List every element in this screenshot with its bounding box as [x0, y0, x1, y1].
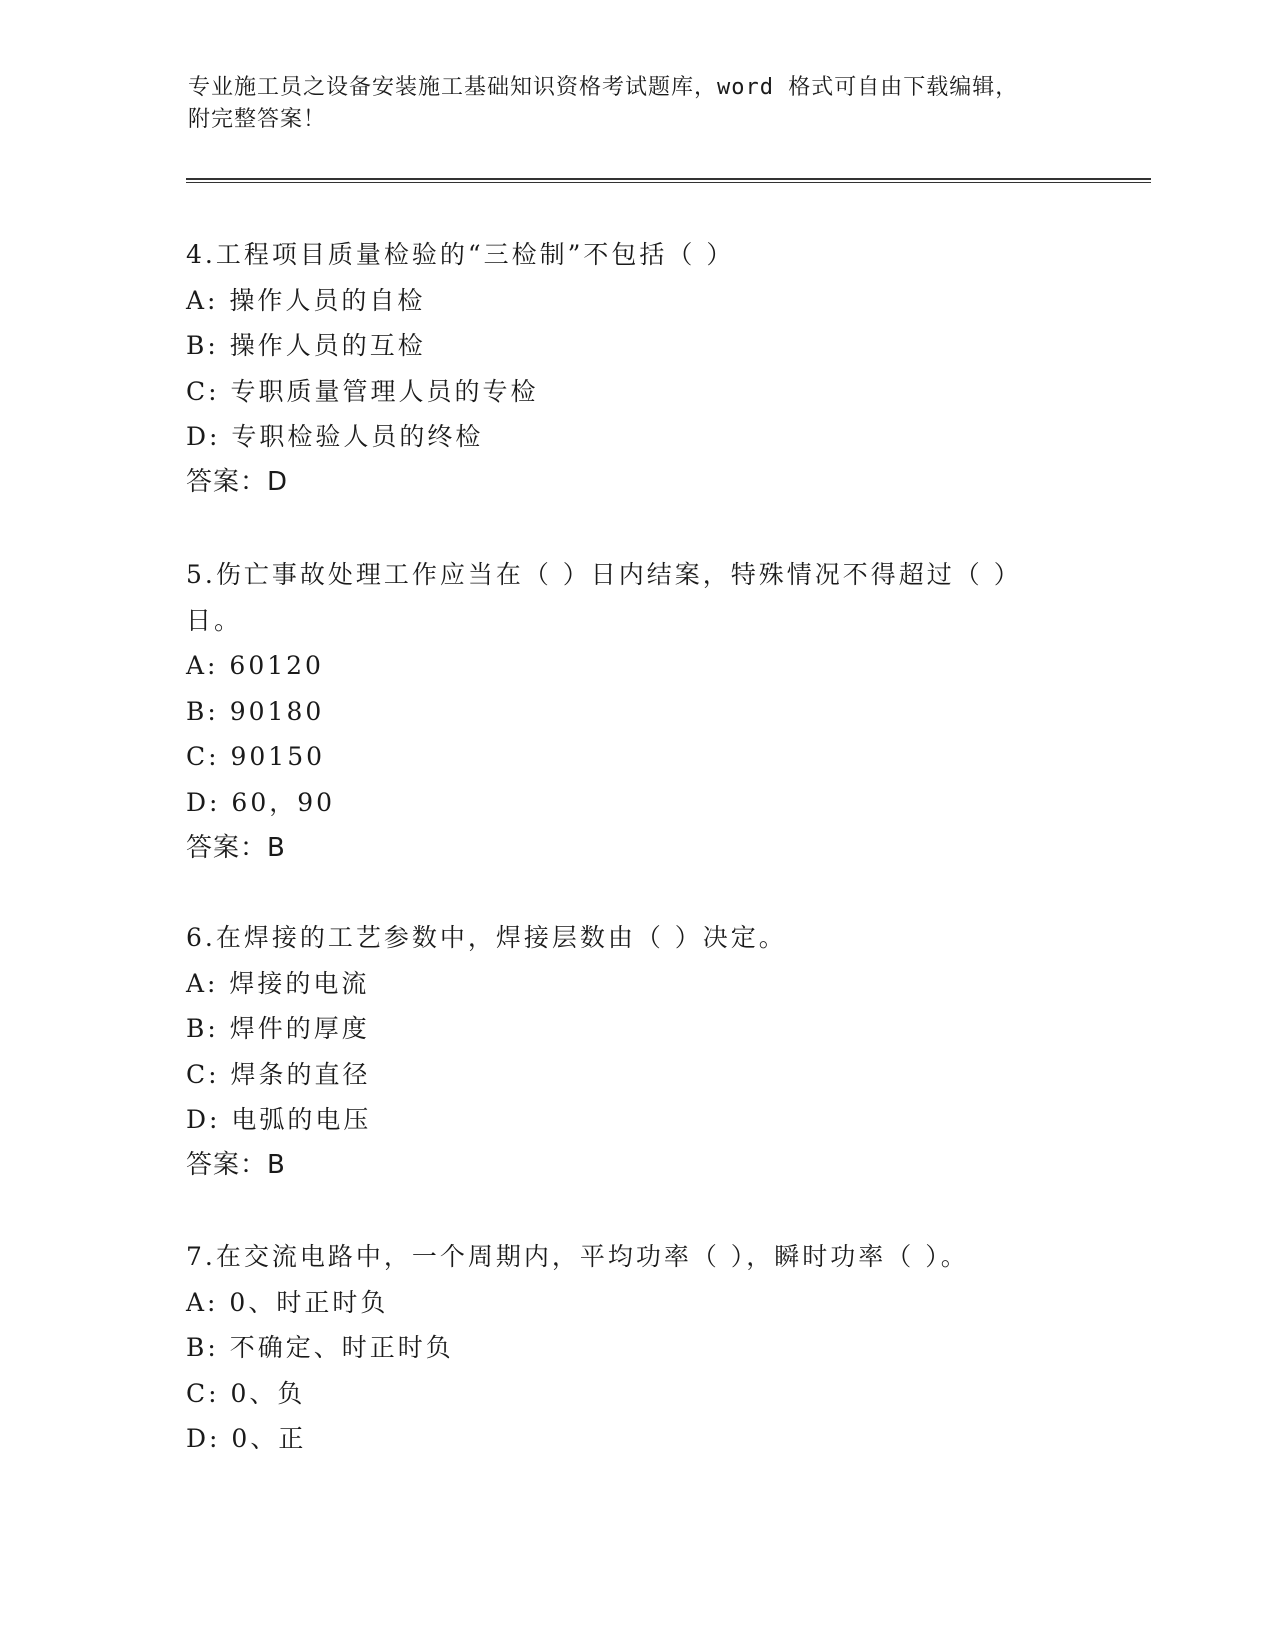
- option-d: D: 0、正: [186, 1424, 307, 1454]
- option-a: A: 操作人员的自检: [186, 285, 426, 315]
- question-stem: 6.在焊接的工艺参数中，焊接层数由（ ）决定。: [186, 923, 787, 952]
- option-d: D: 专职检验人员的终检: [186, 422, 484, 452]
- option-d: D: 60，90: [186, 787, 336, 817]
- header-line-1: 专业施工员之设备安装施工基础知识资格考试题库，word 格式可自由下载编辑，: [188, 75, 1019, 100]
- question-stem: 5.伤亡事故处理工作应当在（ ）日内结案，特殊情况不得超过（ ）: [186, 560, 1022, 589]
- option-a: A: 60120: [186, 651, 324, 681]
- option-a: A: 焊接的电流: [186, 968, 370, 998]
- question-stem-continued: 日。: [186, 605, 243, 635]
- option-b: B: 不确定、时正时负: [186, 1333, 454, 1363]
- option-c: C: 0、负: [186, 1378, 306, 1408]
- option-b: B: 90180: [186, 696, 325, 726]
- question-stem: 4.工程项目质量检验的“三检制”不包括（ ）: [186, 240, 735, 269]
- answer-line: 答案：B: [186, 832, 286, 863]
- document-header: [188, 72, 1068, 136]
- option-c: C: 焊条的直径: [186, 1059, 371, 1089]
- question-7: [186, 1234, 1086, 1462]
- option-c: C: 专职质量管理人员的专检: [186, 376, 539, 406]
- answer-line: 答案：B: [186, 1149, 286, 1180]
- option-d: D: 电弧的电压: [186, 1105, 372, 1135]
- header-divider: [186, 178, 1151, 183]
- option-c: C: 90150: [186, 742, 326, 772]
- question-5: [186, 552, 1086, 871]
- header-line-2: 附完整答案！: [188, 107, 327, 132]
- question-4: [186, 232, 1086, 506]
- question-stem: 7.在交流电路中，一个周期内，平均功率（ ），瞬时功率（ ）。: [186, 1242, 969, 1271]
- answer-line: 答案：D: [186, 466, 289, 497]
- option-b: B: 焊件的厚度: [186, 1014, 370, 1044]
- option-b: B: 操作人员的互检: [186, 331, 426, 361]
- question-6: [186, 915, 1086, 1189]
- option-a: A: 0、时正时负: [186, 1287, 389, 1317]
